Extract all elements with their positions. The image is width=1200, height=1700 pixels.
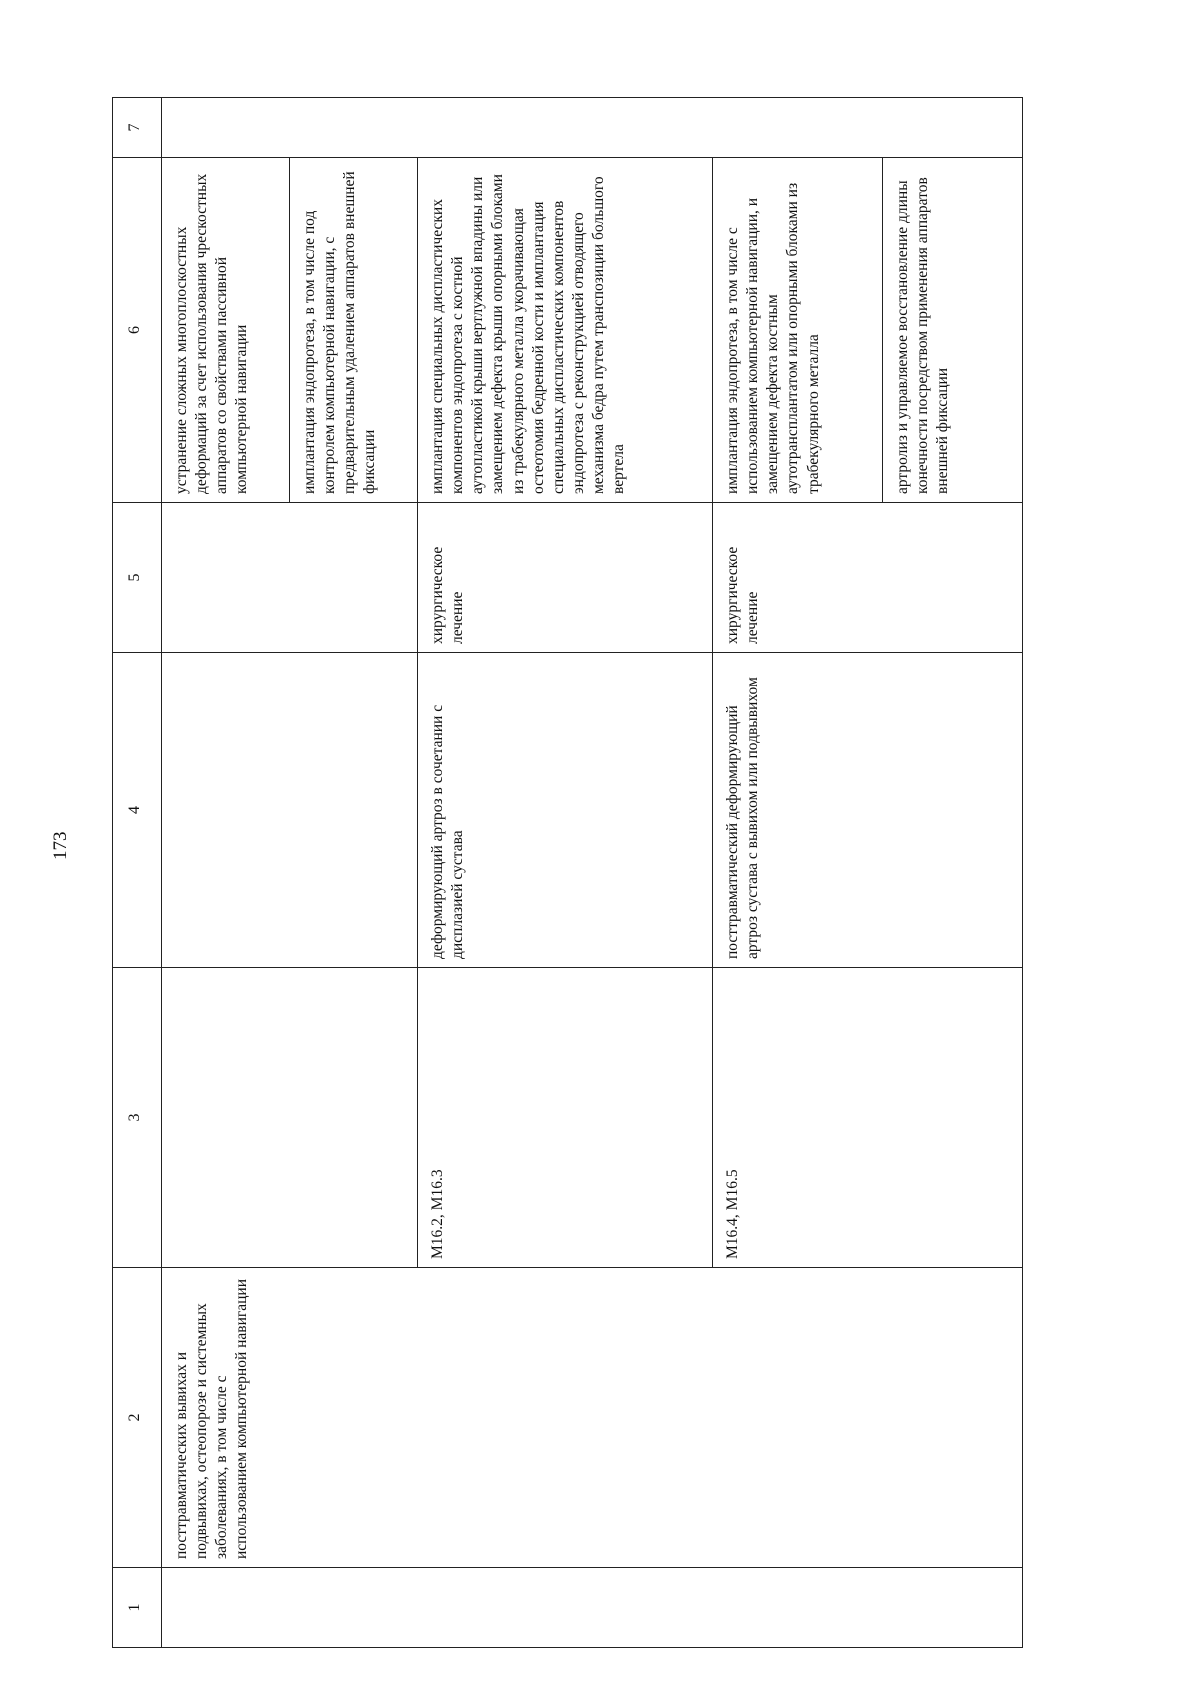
cell-diagnosis-group: посттравматических вывихах и подвывихах, остеопорозе и системных заболеваниях, в том числе с использованием компьютерной навигации	[162, 1268, 1023, 1568]
cell-icd-code	[162, 968, 418, 1268]
cell-treatment-method: артролиз и управляемое восстановление длины конечности посредством применения аппаратов внешней фиксации	[883, 158, 1023, 503]
cell-treatment-type: хирургическое лечение	[713, 503, 1023, 653]
cell-model-patient: деформирующий артроз в сочетании с дисплазией сустава	[418, 653, 713, 968]
header-cell: 2	[113, 1268, 162, 1568]
cell-model-patient	[162, 653, 418, 968]
cell-treatment-method: имплантация эндопротеза, в том числе под контролем компьютерной навигации, с предварительным удалением аппаратов внешней фиксации	[290, 158, 418, 503]
header-cell: 4	[113, 653, 162, 968]
page-number: 173	[50, 831, 71, 860]
header-cell: 5	[113, 503, 162, 653]
table-header-row	[113, 98, 162, 1648]
cell-treatment-type: хирургическое лечение	[418, 503, 713, 653]
header-cell: 1	[113, 1568, 162, 1648]
cell-treatment-method: имплантация эндопротеза, в том числе с использованием компьютерной навигации, и замещением дефекта костным аутотрансплантатом или опорными блоками из трабекулярного металла	[713, 158, 883, 503]
cell-treatment-method: устранение сложных многоплоскостных деформаций за счет использования чрескостных аппаратов со свойствами пассивной компьютерной навигации	[162, 158, 290, 503]
header-cell: 3	[113, 968, 162, 1268]
cell-treatment-method: имплантация специальных диспластических компонентов эндопротеза с костной аутопластикой крыши вертлужной впадины или замещением дефекта крыши опорными блоками из трабекулярного металла укорачивающая остеотомия бедренной кости и имплантация специальных диспластических компонентов эндопротеза с реконструкцией отводящего механизма бедра путем транспозиции большого вертела	[418, 158, 713, 503]
table-row	[162, 98, 290, 1648]
cell-icd-code: M16.2, M16.3	[418, 968, 713, 1268]
medical-care-table	[112, 97, 1023, 1648]
cell-col7	[162, 98, 1023, 158]
header-cell: 6	[113, 158, 162, 503]
rotated-page-content	[112, 98, 1092, 1648]
cell-icd-code: M16.4, M16.5	[713, 968, 1023, 1268]
cell-treatment-type	[162, 503, 418, 653]
cell-model-patient: посттравматический деформирующий артроз сустава с вывихом или подвывихом	[713, 653, 1023, 968]
header-cell: 7	[113, 98, 162, 158]
cell-col1	[162, 1568, 1023, 1648]
